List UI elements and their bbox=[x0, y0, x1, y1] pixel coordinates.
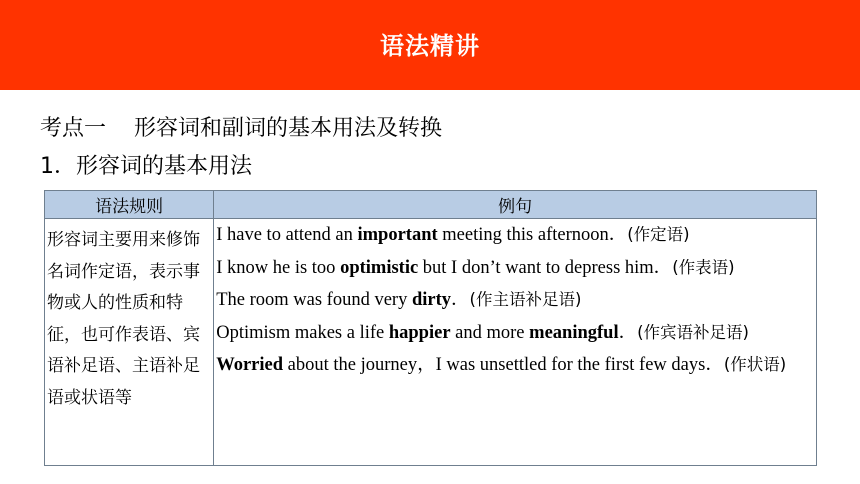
rule-cell: 形容词主要用来修饰名词作定语，表示事物或人的性质和特征，也可作表语、宾语补足语、主语补足语或状语等 bbox=[45, 219, 214, 466]
example-keyword: optimistic bbox=[340, 257, 419, 278]
example-sentence-4 bbox=[216, 317, 815, 350]
example-text: The room was found very bbox=[216, 290, 412, 310]
example-text: meeting this afternoon． bbox=[437, 225, 628, 245]
table-row bbox=[45, 219, 817, 466]
section-heading bbox=[40, 111, 442, 142]
example-text: I have to attend an bbox=[216, 225, 358, 245]
example-keyword: Worried bbox=[216, 355, 284, 375]
banner-title: 语法精讲 bbox=[380, 31, 480, 60]
table-header-row bbox=[45, 191, 817, 219]
example-text: about the journey，I was unsettled for the first few days． bbox=[283, 355, 724, 375]
example-sentence-5 bbox=[216, 349, 815, 382]
example-note: (作表语) bbox=[672, 257, 735, 277]
example-sentence-2 bbox=[216, 252, 815, 285]
section-subheading: 1．形容词的基本用法 bbox=[40, 154, 252, 179]
example-keyword: meaningful bbox=[529, 322, 619, 343]
example-sentence-3 bbox=[216, 284, 815, 317]
example-keyword: important bbox=[357, 225, 438, 245]
section-heading-topic: 形容词和副词的基本用法及转换 bbox=[134, 116, 443, 141]
example-text: ． bbox=[618, 322, 638, 343]
title-banner bbox=[0, 0, 860, 90]
example-cell bbox=[214, 219, 817, 466]
example-text: I know he is too bbox=[216, 257, 341, 278]
example-text: but I don’t want to depress him． bbox=[418, 257, 673, 278]
example-note: (作主语补足语) bbox=[469, 290, 582, 309]
example-keyword: dirty bbox=[411, 290, 452, 310]
section-heading-label: 考点一 bbox=[40, 116, 107, 141]
example-sentence-1 bbox=[216, 219, 815, 252]
grammar-table bbox=[44, 190, 817, 466]
example-note: (作定语) bbox=[627, 225, 690, 244]
example-text: and more bbox=[450, 322, 530, 343]
header-example: 例句 bbox=[214, 191, 817, 219]
example-keyword: happier bbox=[388, 322, 451, 343]
header-rule: 语法规则 bbox=[45, 191, 214, 219]
example-text: ． bbox=[451, 290, 470, 310]
example-note: (作宾语补足语) bbox=[637, 322, 749, 342]
example-note: (作状语) bbox=[723, 355, 787, 374]
example-text: Optimism makes a life bbox=[216, 322, 389, 343]
